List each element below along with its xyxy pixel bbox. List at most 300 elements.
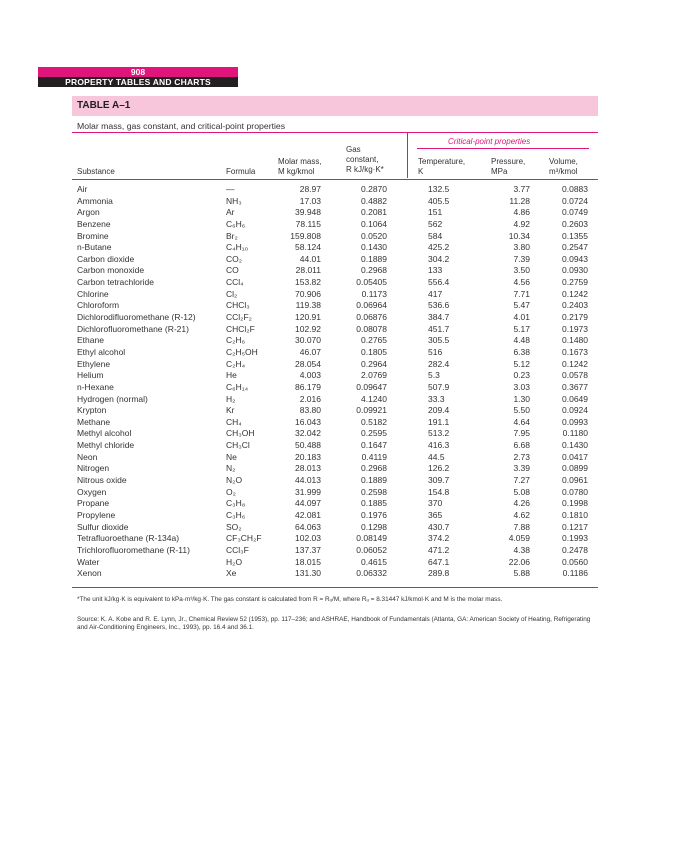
cell-formula: C₄H₁₀ xyxy=(226,242,249,253)
cell-molar-mass: 78.115 xyxy=(295,218,321,229)
cell-volume: 0.0993 xyxy=(562,416,588,427)
cell-pressure: 5.12 xyxy=(513,358,530,369)
table-row xyxy=(0,184,694,196)
cell-temperature: 513.2 xyxy=(428,428,450,439)
cell-volume: 0.1998 xyxy=(562,498,588,509)
header-temperature-line1: Temperature, xyxy=(418,157,466,166)
header-formula: Formula xyxy=(226,167,256,176)
cell-substance: Ethane xyxy=(77,335,104,346)
cell-molar-mass: 131.30 xyxy=(295,568,321,579)
header-temperature xyxy=(418,157,465,177)
cell-substance: Neon xyxy=(77,451,98,462)
cell-substance: Nitrogen xyxy=(77,463,110,474)
cell-gas-constant: 0.1064 xyxy=(361,218,387,229)
table-row xyxy=(0,265,694,277)
cell-molar-mass: 64.063 xyxy=(295,521,321,532)
cell-gas-constant: 0.2595 xyxy=(361,428,387,439)
cell-substance: Benzene xyxy=(77,218,111,229)
cell-pressure: 4.86 xyxy=(513,207,530,218)
cell-pressure: 7.27 xyxy=(513,475,530,486)
cell-gas-constant: 0.1885 xyxy=(361,498,387,509)
header-temperature-line2: K xyxy=(418,167,424,176)
table-row xyxy=(0,463,694,475)
table-label: TABLE A–1 xyxy=(77,100,131,111)
cell-molar-mass: 120.91 xyxy=(295,312,321,323)
cell-formula: CCl₃F xyxy=(226,544,249,555)
cell-gas-constant: 0.2081 xyxy=(361,207,387,218)
header-volume-line2: m³/kmol xyxy=(549,167,578,176)
cell-temperature: 647.1 xyxy=(428,556,450,567)
cell-substance: Ammonia xyxy=(77,195,113,206)
cell-pressure: 5.88 xyxy=(513,568,530,579)
cell-temperature: 416.3 xyxy=(428,440,450,451)
cell-molar-mass: 28.013 xyxy=(295,463,321,474)
cell-substance: n-Hexane xyxy=(77,381,114,392)
cell-pressure: 1.30 xyxy=(513,393,530,404)
table-row xyxy=(0,545,694,557)
cell-formula: CHCl₂F xyxy=(226,323,255,334)
cell-molar-mass: 2.016 xyxy=(299,393,321,404)
cell-molar-mass: 20.183 xyxy=(295,451,321,462)
cell-gas-constant: 0.1173 xyxy=(361,288,387,299)
cell-substance: Methyl alcohol xyxy=(77,428,132,439)
cell-pressure: 3.80 xyxy=(513,242,530,253)
cell-substance: Air xyxy=(77,184,88,194)
header-volume xyxy=(549,157,578,177)
header-pressure xyxy=(491,157,525,177)
cell-substance: Propylene xyxy=(77,509,116,520)
cell-substance: Sulfur dioxide xyxy=(77,521,129,532)
cell-formula: Kr xyxy=(226,405,235,416)
table-row xyxy=(0,347,694,359)
cell-volume: 0.0780 xyxy=(562,486,588,497)
cell-formula: C₆H₁₄ xyxy=(226,381,249,392)
cell-temperature: 425.2 xyxy=(428,242,450,253)
cell-gas-constant: 0.2968 xyxy=(361,463,387,474)
cell-pressure: 7.71 xyxy=(513,288,530,299)
cell-gas-constant: 0.2598 xyxy=(361,486,387,497)
table-row xyxy=(0,475,694,487)
cell-gas-constant: 0.06876 xyxy=(356,312,387,323)
cell-molar-mass: 102.92 xyxy=(295,323,321,334)
table-caption: Molar mass, gas constant, and critical-point properties xyxy=(77,121,286,131)
cell-formula: CCl₄ xyxy=(226,277,244,288)
cell-volume: 0.0724 xyxy=(562,195,588,206)
cell-substance: Helium xyxy=(77,370,104,381)
cell-substance: Dichlorodifluoromethane (R-12) xyxy=(77,312,196,323)
table-row xyxy=(0,557,694,569)
cell-pressure: 4.64 xyxy=(513,416,530,427)
table-row xyxy=(0,335,694,347)
cell-temperature: 151 xyxy=(428,207,443,218)
cell-gas-constant: 0.06964 xyxy=(356,300,387,311)
cell-temperature: 584 xyxy=(428,230,443,241)
cell-molar-mass: 137.37 xyxy=(295,544,321,555)
cell-volume: 0.2759 xyxy=(562,277,588,288)
cell-temperature: 365 xyxy=(428,509,443,520)
cell-temperature: 451.7 xyxy=(428,323,450,334)
table-row xyxy=(0,522,694,534)
cell-molar-mass: 28.011 xyxy=(295,265,321,276)
section-title: PROPERTY TABLES AND CHARTS xyxy=(38,77,238,87)
cell-substance: Oxygen xyxy=(77,486,107,497)
table-row xyxy=(0,359,694,371)
cell-gas-constant: 0.06052 xyxy=(356,544,387,555)
cell-formula: C₃H₆ xyxy=(226,509,246,520)
cell-temperature: 471.2 xyxy=(428,544,450,555)
cell-volume: 0.1810 xyxy=(562,509,588,520)
header-molar-mass xyxy=(278,157,322,177)
cell-temperature: 536.6 xyxy=(428,300,450,311)
cell-gas-constant: 0.2968 xyxy=(361,265,387,276)
cell-volume: 0.1186 xyxy=(562,568,588,579)
cell-gas-constant: 0.4119 xyxy=(361,451,387,462)
cell-formula: C₂H₅OH xyxy=(226,346,258,357)
cell-substance: Carbon dioxide xyxy=(77,253,135,264)
cell-gas-constant: 2.0769 xyxy=(361,370,387,381)
table-row xyxy=(0,254,694,266)
cell-formula: H₂O xyxy=(226,556,243,567)
cell-formula: CH₃OH xyxy=(226,428,255,439)
cell-volume: 0.2179 xyxy=(562,312,588,323)
cell-molar-mass: 18.015 xyxy=(295,556,321,567)
cell-substance: Carbon monoxide xyxy=(77,265,145,276)
cell-gas-constant: 0.4615 xyxy=(361,556,387,567)
cell-pressure: 6.68 xyxy=(513,440,530,451)
cell-gas-constant: 0.2765 xyxy=(361,335,387,346)
cell-substance: Chloroform xyxy=(77,300,120,311)
header-bottom-rule xyxy=(72,179,598,180)
cell-temperature: 556.4 xyxy=(428,277,450,288)
cell-molar-mass: 32.042 xyxy=(295,428,321,439)
table-row xyxy=(0,452,694,464)
cell-pressure: 6.38 xyxy=(513,346,530,357)
cell-gas-constant: 0.1889 xyxy=(361,475,387,486)
cell-pressure: 10.34 xyxy=(508,230,530,241)
cell-gas-constant: 0.09921 xyxy=(356,405,387,416)
cell-substance: Tetrafluoroethane (R-134a) xyxy=(77,533,180,544)
cell-substance: Methane xyxy=(77,416,111,427)
cell-formula: NH₃ xyxy=(226,195,242,206)
footnote-units: *The unit kJ/kg·K is equivalent to kPa·m³/kg·K. The gas constant is calculated from R = Rᵤ/M, where Rᵤ = 8.31447 kJ/kmol·K and M is the molar mass. xyxy=(77,596,503,603)
cell-molar-mass: 70.906 xyxy=(295,288,321,299)
cell-substance: Dichlorofluoromethane (R-21) xyxy=(77,323,189,334)
cell-volume: 0.2603 xyxy=(562,218,588,229)
cell-temperature: 282.4 xyxy=(428,358,450,369)
cell-substance: n-Butane xyxy=(77,242,112,253)
cell-volume: 0.3677 xyxy=(562,381,588,392)
cell-temperature: 384.7 xyxy=(428,312,450,323)
cell-substance: Bromine xyxy=(77,230,109,241)
cell-pressure: 5.08 xyxy=(513,486,530,497)
cell-gas-constant: 0.08078 xyxy=(356,323,387,334)
cell-temperature: 430.7 xyxy=(428,521,450,532)
cell-volume: 0.1480 xyxy=(562,335,588,346)
cell-pressure: 5.50 xyxy=(513,405,530,416)
cell-molar-mass: 42.081 xyxy=(295,509,321,520)
cell-temperature: 405.5 xyxy=(428,195,450,206)
cell-molar-mass: 83.80 xyxy=(299,405,321,416)
cell-volume: 0.1217 xyxy=(562,521,588,532)
cell-pressure: 4.26 xyxy=(513,498,530,509)
cell-volume: 0.1242 xyxy=(562,358,588,369)
caption-rule xyxy=(72,132,598,133)
cell-pressure: 7.95 xyxy=(513,428,530,439)
cell-temperature: 374.2 xyxy=(428,533,450,544)
cell-pressure: 4.059 xyxy=(508,533,530,544)
cell-volume: 0.0578 xyxy=(562,370,588,381)
cell-gas-constant: 0.1430 xyxy=(361,242,387,253)
cell-pressure: 3.50 xyxy=(513,265,530,276)
cell-substance: Propane xyxy=(77,498,110,509)
cell-pressure: 4.56 xyxy=(513,277,530,288)
cell-pressure: 3.39 xyxy=(513,463,530,474)
cell-substance: Nitrous oxide xyxy=(77,475,127,486)
cell-gas-constant: 0.2964 xyxy=(361,358,387,369)
cell-molar-mass: 46.07 xyxy=(299,346,321,357)
cell-formula: H₂ xyxy=(226,393,236,404)
cell-substance: Xenon xyxy=(77,568,102,579)
cell-gas-constant: 0.0520 xyxy=(361,230,387,241)
header-gas-constant xyxy=(346,145,384,175)
header-gas-constant-line2: constant, xyxy=(346,155,379,164)
table-row xyxy=(0,207,694,219)
header-gas-constant-line1: Gas xyxy=(346,145,361,154)
cell-volume: 0.0899 xyxy=(562,463,588,474)
table-row xyxy=(0,242,694,254)
cell-formula: N₂O xyxy=(226,475,243,486)
cell-formula: O₂ xyxy=(226,486,236,497)
cell-substance: Argon xyxy=(77,207,100,218)
cell-pressure: 7.39 xyxy=(513,253,530,264)
cell-pressure: 4.92 xyxy=(513,218,530,229)
cell-formula: Xe xyxy=(226,568,237,579)
cell-temperature: 507.9 xyxy=(428,381,450,392)
cell-pressure: 4.62 xyxy=(513,509,530,520)
cell-formula: Cl₂ xyxy=(226,288,238,299)
header-substance: Substance xyxy=(77,167,115,176)
table-row xyxy=(0,219,694,231)
cell-gas-constant: 4.1240 xyxy=(361,393,387,404)
cell-volume: 0.0943 xyxy=(562,253,588,264)
cell-formula: C₆H₆ xyxy=(226,218,246,229)
cell-formula: He xyxy=(226,370,237,381)
header-gas-constant-line3: R kJ/kg·K* xyxy=(346,165,384,174)
cell-molar-mass: 4.003 xyxy=(299,370,321,381)
table-row xyxy=(0,487,694,499)
cell-molar-mass: 28.97 xyxy=(299,184,321,194)
table-row xyxy=(0,568,694,580)
cell-gas-constant: 0.1976 xyxy=(361,509,387,520)
cell-molar-mass: 31.999 xyxy=(295,486,321,497)
cell-formula: Br₂ xyxy=(226,230,238,241)
page-number: 908 xyxy=(38,67,238,77)
table-row xyxy=(0,231,694,243)
cell-formula: CCl₂F₂ xyxy=(226,312,252,323)
table-bottom-rule xyxy=(72,587,598,588)
cell-formula: Ar xyxy=(226,207,235,218)
table-label-band xyxy=(72,96,598,116)
cell-gas-constant: 0.5182 xyxy=(361,416,387,427)
cell-gas-constant: 0.1647 xyxy=(361,440,387,451)
cell-volume: 0.1355 xyxy=(562,230,588,241)
table-row xyxy=(0,417,694,429)
cell-gas-constant: 0.4882 xyxy=(361,195,387,206)
cell-temperature: 5.3 xyxy=(428,370,440,381)
cell-gas-constant: 0.08149 xyxy=(356,533,387,544)
page-header xyxy=(38,67,238,87)
cell-pressure: 3.77 xyxy=(513,184,530,194)
cell-molar-mass: 28.054 xyxy=(295,358,321,369)
cell-volume: 0.2547 xyxy=(562,242,588,253)
cell-gas-constant: 0.1298 xyxy=(361,521,387,532)
cell-formula: Ne xyxy=(226,451,237,462)
cell-pressure: 5.17 xyxy=(513,323,530,334)
cell-temperature: 132.5 xyxy=(428,184,450,194)
table-row xyxy=(0,289,694,301)
cell-pressure: 22.06 xyxy=(508,556,530,567)
cell-substance: Ethyl alcohol xyxy=(77,346,126,357)
cell-formula: CH₃Cl xyxy=(226,440,250,451)
header-volume-line1: Volume, xyxy=(549,157,578,166)
critical-group-rule xyxy=(417,148,589,149)
table-row xyxy=(0,428,694,440)
cell-pressure: 0.23 xyxy=(513,370,530,381)
cell-substance: Carbon tetrachloride xyxy=(77,277,155,288)
table-row xyxy=(0,405,694,417)
header-pressure-line2: MPa xyxy=(491,167,508,176)
cell-formula: CHCl₃ xyxy=(226,300,250,311)
cell-molar-mass: 16.043 xyxy=(295,416,321,427)
table-row xyxy=(0,370,694,382)
cell-gas-constant: 0.06332 xyxy=(356,568,387,579)
cell-pressure: 11.28 xyxy=(509,195,530,206)
cell-temperature: 309.7 xyxy=(428,475,450,486)
cell-gas-constant: 0.09647 xyxy=(356,381,387,392)
cell-temperature: 154.8 xyxy=(428,486,450,497)
table-row xyxy=(0,300,694,312)
cell-gas-constant: 0.1889 xyxy=(361,253,387,264)
cell-substance: Ethylene xyxy=(77,358,111,369)
header-molar-mass-line2: M kg/kmol xyxy=(278,167,315,176)
critical-group-title: Critical-point properties xyxy=(448,137,531,146)
cell-volume: 0.0883 xyxy=(562,184,588,194)
table-row xyxy=(0,277,694,289)
cell-volume: 0.0560 xyxy=(562,556,588,567)
cell-volume: 0.1242 xyxy=(562,288,588,299)
cell-formula: CF₃CH₂F xyxy=(226,533,262,544)
cell-volume: 0.1973 xyxy=(562,323,588,334)
cell-molar-mass: 44.097 xyxy=(295,498,321,509)
cell-substance: Trichlorofluoromethane (R-11) xyxy=(77,544,190,555)
cell-temperature: 417 xyxy=(428,288,443,299)
cell-pressure: 4.01 xyxy=(513,312,530,323)
cell-volume: 0.0924 xyxy=(562,405,588,416)
cell-molar-mass: 39.948 xyxy=(295,207,321,218)
cell-molar-mass: 102.03 xyxy=(295,533,321,544)
table-row xyxy=(0,498,694,510)
table-row xyxy=(0,533,694,545)
cell-molar-mass: 44.01 xyxy=(299,253,321,264)
header-molar-mass-line1: Molar mass, xyxy=(278,157,322,166)
cell-volume: 0.1430 xyxy=(562,440,588,451)
cell-pressure: 4.38 xyxy=(513,544,530,555)
cell-formula: C₂H₆ xyxy=(226,335,246,346)
cell-molar-mass: 44.013 xyxy=(295,475,321,486)
cell-temperature: 126.2 xyxy=(428,463,450,474)
cell-substance: Hydrogen (normal) xyxy=(77,393,148,404)
cell-formula: C₂H₄ xyxy=(226,358,246,369)
cell-molar-mass: 153.82 xyxy=(295,277,321,288)
cell-molar-mass: 17.03 xyxy=(299,195,321,206)
cell-pressure: 5.47 xyxy=(513,300,530,311)
cell-temperature: 33.3 xyxy=(428,393,445,404)
table-row xyxy=(0,440,694,452)
cell-temperature: 370 xyxy=(428,498,443,509)
cell-pressure: 2.73 xyxy=(513,451,530,462)
cell-substance: Water xyxy=(77,556,100,567)
cell-molar-mass: 30.070 xyxy=(295,335,321,346)
cell-temperature: 289.8 xyxy=(428,568,450,579)
cell-molar-mass: 50.488 xyxy=(295,440,321,451)
cell-molar-mass: 86.179 xyxy=(295,381,321,392)
cell-formula: C₃H₈ xyxy=(226,498,246,509)
cell-pressure: 7.88 xyxy=(513,521,530,532)
cell-substance: Methyl chloride xyxy=(77,440,135,451)
cell-volume: 0.0417 xyxy=(562,451,588,462)
cell-formula: SO₂ xyxy=(226,521,242,532)
cell-pressure: 3.03 xyxy=(513,381,530,392)
cell-temperature: 516 xyxy=(428,346,443,357)
cell-molar-mass: 58.124 xyxy=(295,242,321,253)
table-row xyxy=(0,382,694,394)
cell-volume: 0.2403 xyxy=(562,300,588,311)
cell-gas-constant: 0.1805 xyxy=(361,346,387,357)
cell-pressure: 4.48 xyxy=(513,335,530,346)
cell-temperature: 191.1 xyxy=(428,416,450,427)
cell-molar-mass: 159.808 xyxy=(290,230,321,241)
table-row xyxy=(0,510,694,522)
cell-volume: 0.1993 xyxy=(562,533,588,544)
cell-formula: CO xyxy=(226,265,239,276)
cell-temperature: 304.2 xyxy=(428,253,450,264)
cell-formula: — xyxy=(226,184,235,194)
cell-volume: 0.0649 xyxy=(562,393,588,404)
cell-volume: 0.0930 xyxy=(562,265,588,276)
cell-formula: N₂ xyxy=(226,463,236,474)
cell-volume: 0.2478 xyxy=(562,544,588,555)
header-pressure-line1: Pressure, xyxy=(491,157,526,166)
cell-temperature: 562 xyxy=(428,218,443,229)
cell-gas-constant: 0.2870 xyxy=(361,184,387,194)
cell-formula: CH₄ xyxy=(226,416,242,427)
cell-substance: Krypton xyxy=(77,405,107,416)
cell-temperature: 209.4 xyxy=(428,405,450,416)
cell-temperature: 305.5 xyxy=(428,335,450,346)
footnote-source: Source: K. A. Kobe and R. E. Lynn, Jr., Chemical Review 52 (1953), pp. 117–236; and ASHRAE, Handbook of Fundamentals (Atlanta, GA: American Society of Heating, Refrigerating and Air-Conditioning Engineers, Inc., 1993), pp. 16.4 and 36.1. xyxy=(77,616,591,631)
cell-formula: CO₂ xyxy=(226,253,243,264)
table-row xyxy=(0,324,694,336)
cell-substance: Chlorine xyxy=(77,288,109,299)
cell-volume: 0.1180 xyxy=(562,428,588,439)
table-row xyxy=(0,312,694,324)
table-row xyxy=(0,394,694,406)
cell-temperature: 44.5 xyxy=(428,451,445,462)
cell-volume: 0.1673 xyxy=(562,346,588,357)
table-body xyxy=(0,184,694,580)
cell-volume: 0.0961 xyxy=(562,475,588,486)
cell-gas-constant: 0.05405 xyxy=(356,277,387,288)
